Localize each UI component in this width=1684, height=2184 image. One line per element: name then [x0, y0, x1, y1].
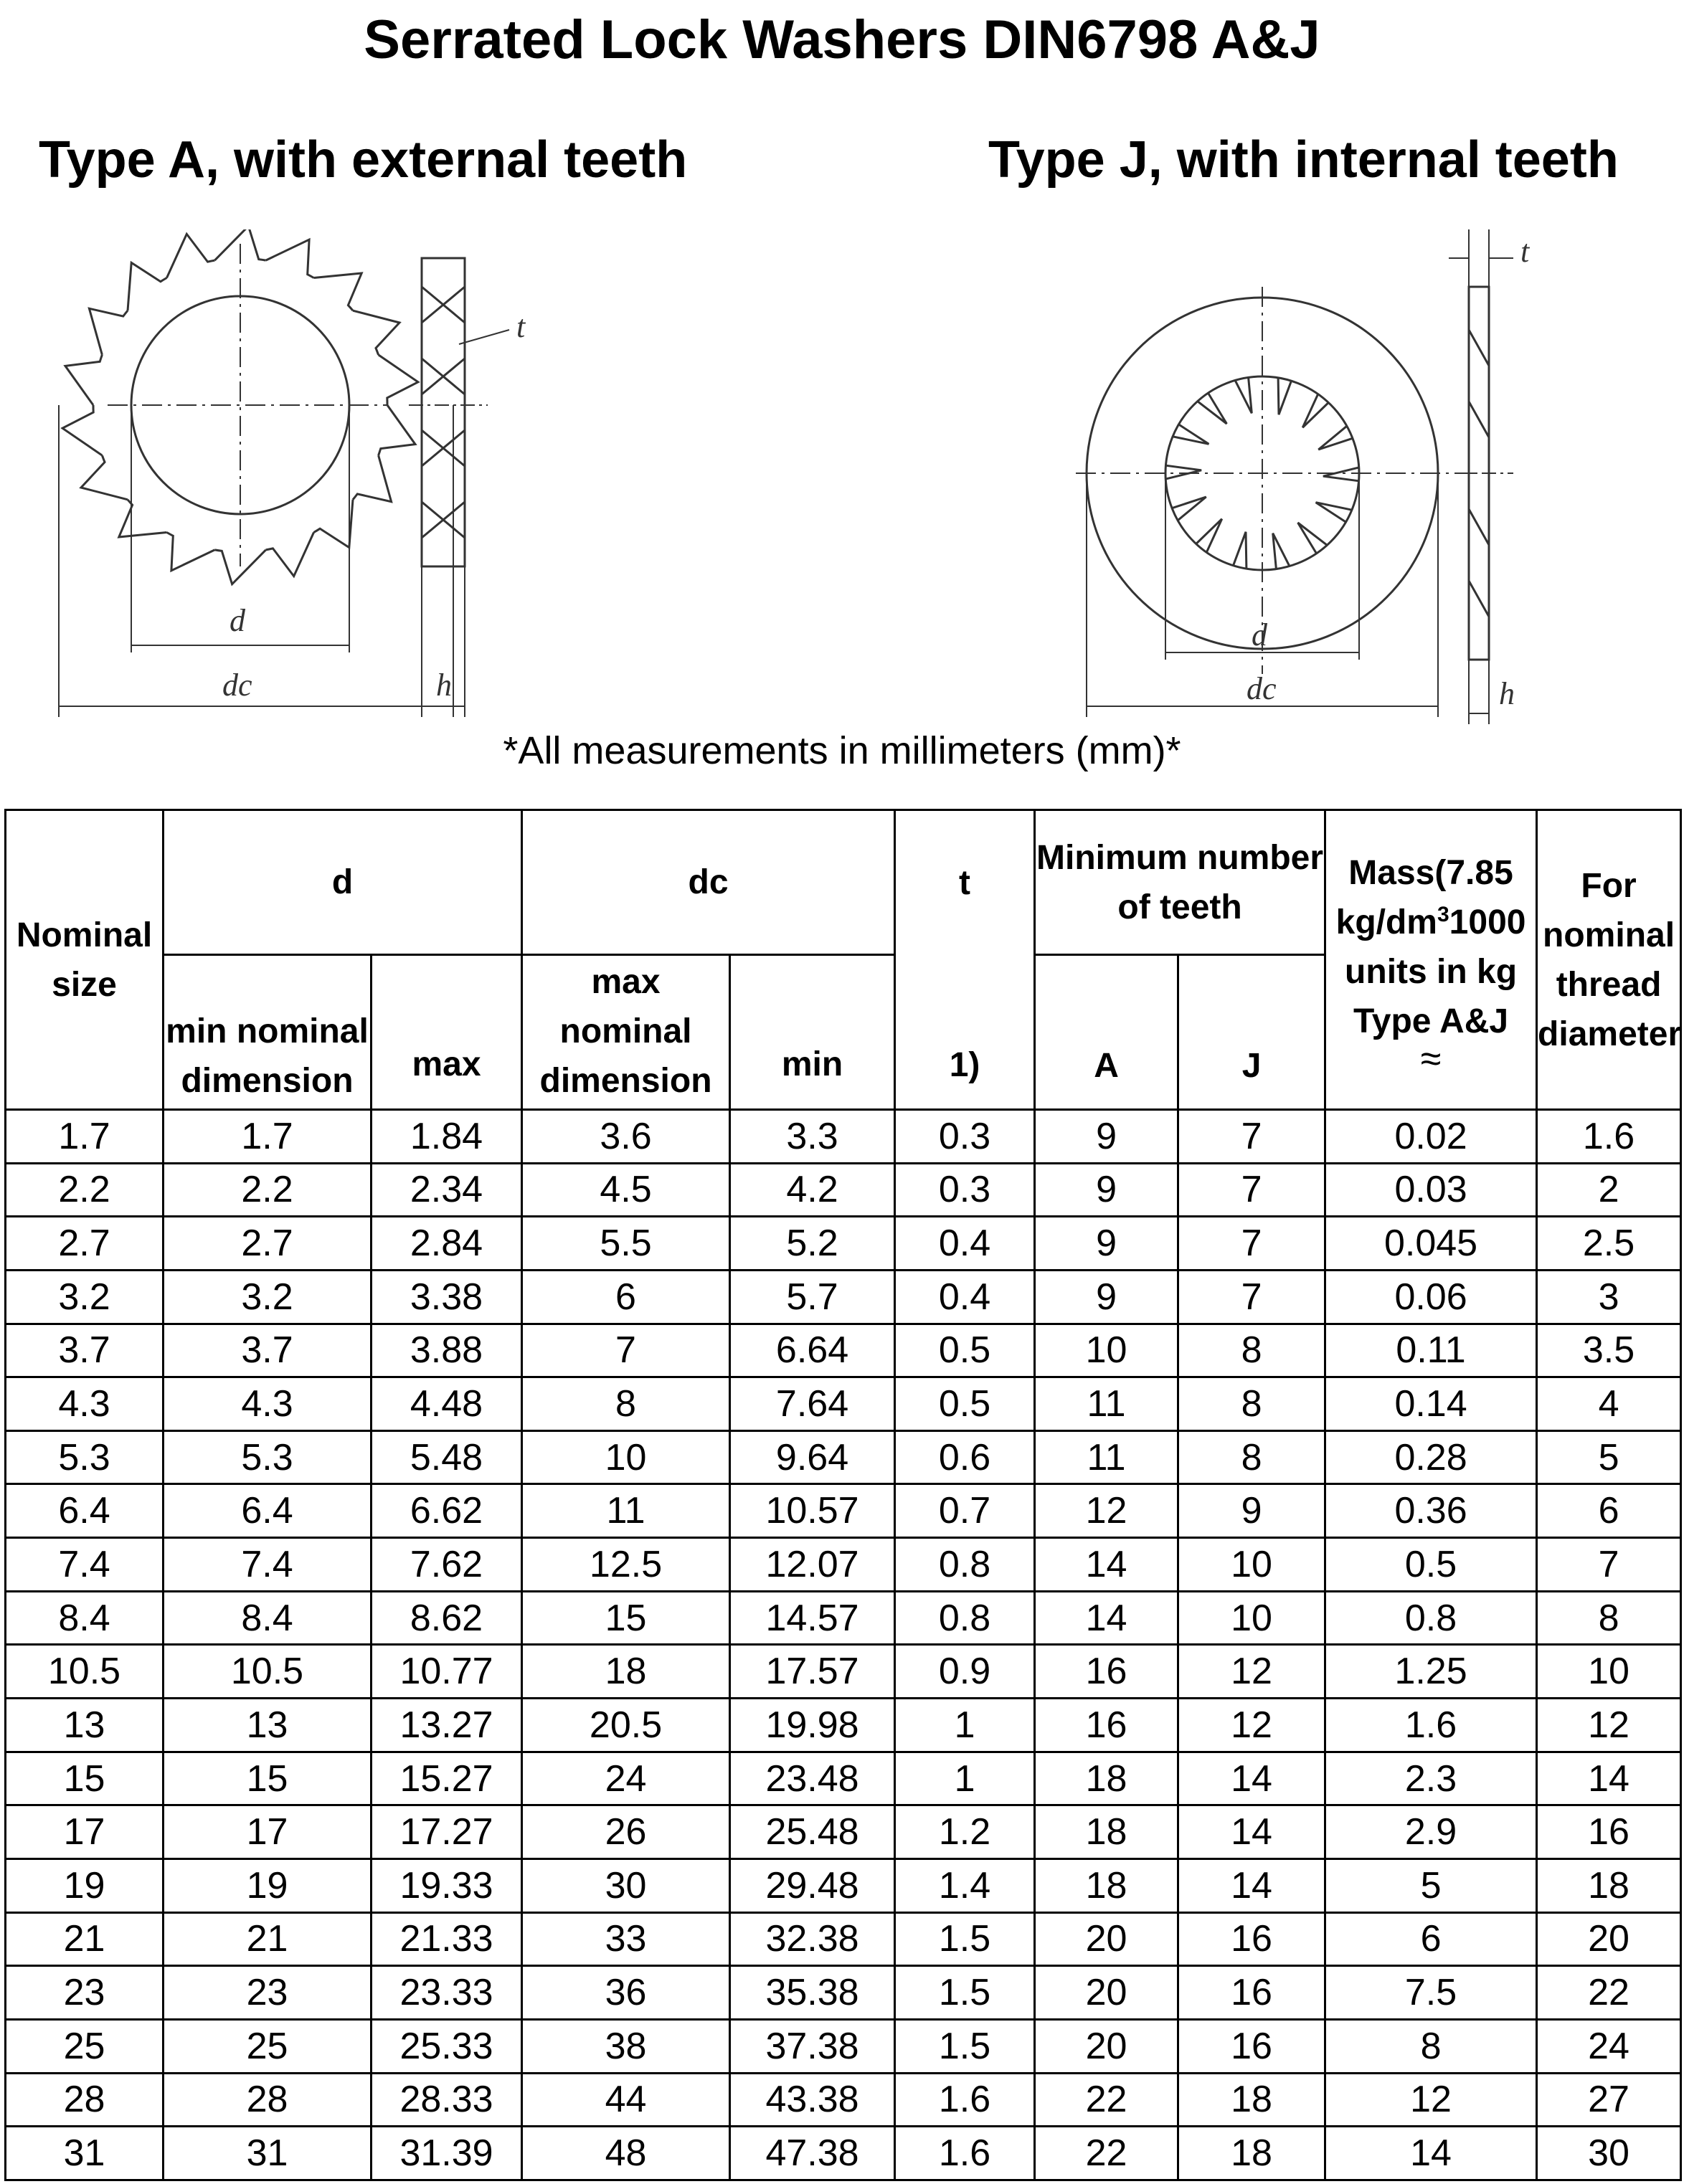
cell-d-min: 15: [164, 1752, 372, 1805]
units-note: *All measurements in millimeters (mm)*: [503, 729, 1181, 772]
cell-teeth-j: 7: [1178, 1163, 1325, 1217]
cell-nominal: 6.4: [6, 1484, 164, 1538]
type-j-label-dc: dc: [1247, 671, 1277, 706]
type-a-title: Type A, with external teeth: [39, 131, 688, 189]
cell-d-max: 28.33: [372, 2073, 522, 2127]
header-teeth-j: J: [1178, 955, 1325, 1110]
cell-dc-max: 11: [522, 1484, 730, 1538]
washer-dimensions-table: [4, 809, 1682, 2181]
cell-d-max: 31.39: [372, 2127, 522, 2180]
cell-d-max: 3.88: [372, 1324, 522, 1377]
cell-d-max: 2.34: [372, 1163, 522, 1217]
cell-d-min: 3.2: [164, 1270, 372, 1324]
cell-dc-min: 14.57: [730, 1591, 895, 1645]
table-row: [6, 1805, 1681, 1859]
cell-t: 1.6: [895, 2127, 1035, 2180]
type-a-washer-drawing: [57, 229, 559, 731]
cell-dc-min: 17.57: [730, 1645, 895, 1699]
cell-mass: 0.36: [1325, 1484, 1537, 1538]
cell-nominal: 28: [6, 2073, 164, 2127]
cell-teeth-a: 11: [1035, 1377, 1178, 1431]
cell-teeth-j: 12: [1178, 1645, 1325, 1699]
cell-dc-min: 35.38: [730, 1966, 895, 2020]
cell-teeth-a: 11: [1035, 1430, 1178, 1484]
cell-dc-min: 47.38: [730, 2127, 895, 2180]
cell-thread: 3.5: [1537, 1324, 1681, 1377]
cell-mass: 0.045: [1325, 1217, 1537, 1271]
cell-teeth-a: 9: [1035, 1270, 1178, 1324]
table-row: [6, 1377, 1681, 1431]
table-row: [6, 1430, 1681, 1484]
external-tooth: [314, 500, 354, 548]
type-j-washer-drawing: [1076, 229, 1564, 731]
table-row: [6, 1217, 1681, 1271]
cell-dc-max: 15: [522, 1591, 730, 1645]
table-row: [6, 1966, 1681, 2020]
cell-t: 0.6: [895, 1430, 1035, 1484]
header-dc-min: min: [730, 955, 895, 1110]
cell-nominal: 21: [6, 1912, 164, 1966]
type-j-label-d: d: [1252, 617, 1267, 652]
cell-teeth-j: 9: [1178, 1484, 1325, 1538]
cell-dc-max: 5.5: [522, 1217, 730, 1271]
cell-d-max: 10.77: [372, 1645, 522, 1699]
cell-teeth-a: 20: [1035, 2019, 1178, 2073]
cell-teeth-j: 10: [1178, 1591, 1325, 1645]
cell-d-max: 5.48: [372, 1430, 522, 1484]
external-tooth: [167, 533, 215, 571]
cell-d-max: 13.27: [372, 1699, 522, 1752]
cell-thread: 10: [1537, 1645, 1681, 1699]
cell-dc-min: 37.38: [730, 2019, 895, 2073]
cell-teeth-j: 14: [1178, 1858, 1325, 1912]
cell-nominal: 8.4: [6, 1591, 164, 1645]
cell-teeth-a: 16: [1035, 1699, 1178, 1752]
internal-tooth: [1278, 378, 1291, 414]
cell-mass: 0.11: [1325, 1324, 1537, 1377]
cell-teeth-a: 9: [1035, 1163, 1178, 1217]
cell-teeth-j: 8: [1178, 1324, 1325, 1377]
cell-dc-min: 5.7: [730, 1270, 895, 1324]
cell-mass: 0.14: [1325, 1377, 1537, 1431]
cell-t: 0.3: [895, 1110, 1035, 1164]
cell-mass: 1.25: [1325, 1645, 1537, 1699]
cell-d-min: 13: [164, 1699, 372, 1752]
cell-mass: 6: [1325, 1912, 1537, 1966]
cell-mass: 0.5: [1325, 1538, 1537, 1592]
cell-d-min: 2.2: [164, 1163, 372, 1217]
external-tooth: [379, 355, 418, 405]
cell-thread: 18: [1537, 1858, 1681, 1912]
cell-dc-max: 44: [522, 2073, 730, 2127]
header-nominal-size: Nominal size: [6, 810, 164, 1110]
cell-teeth-j: 18: [1178, 2127, 1325, 2180]
type-j-title: Type J, with internal teeth: [988, 131, 1619, 189]
external-tooth: [266, 239, 314, 277]
cell-d-max: 17.27: [372, 1805, 522, 1859]
table-row: [6, 1110, 1681, 1164]
cell-teeth-j: 7: [1178, 1110, 1325, 1164]
cell-teeth-j: 8: [1178, 1377, 1325, 1431]
cell-d-min: 28: [164, 2073, 372, 2127]
cell-nominal: 3.7: [6, 1324, 164, 1377]
table-row: [6, 1858, 1681, 1912]
external-tooth: [167, 234, 215, 277]
cell-teeth-a: 14: [1035, 1591, 1178, 1645]
cell-nominal: 5.3: [6, 1430, 164, 1484]
page-title: Serrated Lock Washers DIN6798 A&J: [364, 9, 1320, 70]
external-tooth: [89, 308, 128, 355]
header-mass: [1325, 810, 1537, 1110]
cell-dc-min: 43.38: [730, 2073, 895, 2127]
header-teeth: Minimum number of teeth: [1035, 810, 1325, 955]
external-tooth: [353, 310, 399, 355]
cell-teeth-j: 12: [1178, 1699, 1325, 1752]
external-tooth: [379, 405, 415, 455]
cell-d-max: 7.62: [372, 1538, 522, 1592]
cell-t: 1: [895, 1752, 1035, 1805]
header-mass-approx: ≈: [1420, 1038, 1442, 1080]
header-t: t: [895, 810, 1035, 955]
cell-thread: 24: [1537, 2019, 1681, 2073]
cell-nominal: 7.4: [6, 1538, 164, 1592]
internal-tooth: [1323, 467, 1359, 481]
cell-mass: 12: [1325, 2073, 1537, 2127]
table-row: [6, 1324, 1681, 1377]
header-d: d: [164, 810, 522, 955]
cell-thread: 12: [1537, 1699, 1681, 1752]
cell-thread: 7: [1537, 1538, 1681, 1592]
cell-dc-min: 3.3: [730, 1110, 895, 1164]
cell-mass: 0.8: [1325, 1591, 1537, 1645]
table-row: [6, 1752, 1681, 1805]
cell-dc-min: 12.07: [730, 1538, 895, 1592]
cell-t: 0.8: [895, 1538, 1035, 1592]
cell-dc-max: 20.5: [522, 1699, 730, 1752]
cell-dc-max: 30: [522, 1858, 730, 1912]
internal-tooth: [1234, 532, 1247, 569]
cell-mass: 5: [1325, 1858, 1537, 1912]
cell-nominal: 19: [6, 1858, 164, 1912]
cell-t: 1.2: [895, 1805, 1035, 1859]
cell-mass: 14: [1325, 2127, 1537, 2180]
type-a-label-d: d: [230, 603, 245, 638]
cell-teeth-a: 18: [1035, 1805, 1178, 1859]
cell-t: 1.5: [895, 2019, 1035, 2073]
cell-teeth-a: 9: [1035, 1110, 1178, 1164]
cell-t: 0.5: [895, 1377, 1035, 1431]
cell-dc-max: 3.6: [522, 1110, 730, 1164]
cell-d-min: 23: [164, 1966, 372, 2020]
cell-nominal: 31: [6, 2127, 164, 2180]
external-tooth: [65, 355, 102, 405]
cell-d-max: 8.62: [372, 1591, 522, 1645]
cell-teeth-j: 16: [1178, 1912, 1325, 1966]
header-d-max: max: [372, 955, 522, 1110]
cell-thread: 3: [1537, 1270, 1681, 1324]
table-row: [6, 1270, 1681, 1324]
table-row: [6, 2127, 1681, 2180]
cell-dc-max: 4.5: [522, 1163, 730, 1217]
cell-d-max: 6.62: [372, 1484, 522, 1538]
type-a-label-dc: dc: [222, 668, 252, 703]
cell-d-max: 15.27: [372, 1752, 522, 1805]
header-dc-max: max nominal dimension: [522, 955, 730, 1110]
table-row: [6, 2019, 1681, 2073]
table-row: [6, 1699, 1681, 1752]
cell-dc-max: 10: [522, 1430, 730, 1484]
cell-dc-max: 36: [522, 1966, 730, 2020]
cell-dc-max: 12.5: [522, 1538, 730, 1592]
cell-teeth-a: 16: [1035, 1645, 1178, 1699]
type-j-label-h: h: [1499, 676, 1515, 711]
cell-d-min: 17: [164, 1805, 372, 1859]
cell-t: 1: [895, 1699, 1035, 1752]
cell-thread: 22: [1537, 1966, 1681, 2020]
table-row: [6, 2073, 1681, 2127]
cell-mass: 7.5: [1325, 1966, 1537, 2020]
table-row: [6, 1591, 1681, 1645]
cell-dc-max: 8: [522, 1377, 730, 1431]
external-tooth: [314, 273, 362, 310]
cell-thread: 2.5: [1537, 1217, 1681, 1271]
cell-t: 0.9: [895, 1645, 1035, 1699]
external-tooth: [62, 405, 102, 455]
cell-thread: 1.6: [1537, 1110, 1681, 1164]
cell-dc-min: 29.48: [730, 1858, 895, 1912]
cell-nominal: 2.2: [6, 1163, 164, 1217]
cell-dc-min: 25.48: [730, 1805, 895, 1859]
internal-tooth: [1235, 377, 1252, 413]
cell-t: 0.3: [895, 1163, 1035, 1217]
cell-nominal: 23: [6, 1966, 164, 2020]
cell-t: 0.5: [895, 1324, 1035, 1377]
cell-dc-max: 38: [522, 2019, 730, 2073]
cell-dc-max: 48: [522, 2127, 730, 2180]
cell-d-max: 23.33: [372, 1966, 522, 2020]
cell-d-min: 10.5: [164, 1645, 372, 1699]
cell-t: 1.4: [895, 1858, 1035, 1912]
cell-teeth-a: 12: [1035, 1484, 1178, 1538]
cell-teeth-j: 16: [1178, 1966, 1325, 2020]
cell-d-min: 31: [164, 2127, 372, 2180]
cell-mass: 1.6: [1325, 1699, 1537, 1752]
cell-dc-max: 7: [522, 1324, 730, 1377]
cell-mass: 0.06: [1325, 1270, 1537, 1324]
header-mass-sup: 3: [1437, 902, 1449, 926]
cell-teeth-j: 7: [1178, 1270, 1325, 1324]
cell-nominal: 10.5: [6, 1645, 164, 1699]
cell-teeth-a: 18: [1035, 1858, 1178, 1912]
cell-dc-min: 4.2: [730, 1163, 895, 1217]
table-row: [6, 1538, 1681, 1592]
cell-d-min: 7.4: [164, 1538, 372, 1592]
cell-teeth-a: 10: [1035, 1324, 1178, 1377]
cell-dc-max: 33: [522, 1912, 730, 1966]
cell-d-min: 2.7: [164, 1217, 372, 1271]
cell-d-min: 19: [164, 1858, 372, 1912]
cell-nominal: 15: [6, 1752, 164, 1805]
internal-tooth: [1273, 533, 1290, 569]
cell-t: 0.7: [895, 1484, 1035, 1538]
cell-dc-min: 23.48: [730, 1752, 895, 1805]
cell-mass: 2.3: [1325, 1752, 1537, 1805]
cell-d-max: 21.33: [372, 1912, 522, 1966]
cell-d-min: 1.7: [164, 1110, 372, 1164]
type-j-label-t: t: [1520, 234, 1530, 269]
cell-t: 1.6: [895, 2073, 1035, 2127]
cell-nominal: 2.7: [6, 1217, 164, 1271]
internal-tooth: [1165, 465, 1201, 479]
cell-thread: 20: [1537, 1912, 1681, 1966]
cell-dc-min: 5.2: [730, 1217, 895, 1271]
table-row: [6, 1912, 1681, 1966]
cell-d-min: 5.3: [164, 1430, 372, 1484]
header-mass-suffix: 1000 units in kg Type A&J: [1345, 903, 1526, 1040]
cell-t: 0.4: [895, 1217, 1035, 1271]
cell-d-min: 3.7: [164, 1324, 372, 1377]
cell-teeth-a: 22: [1035, 2073, 1178, 2127]
header-mass-prefix: Mass(7.85 kg/dm: [1335, 853, 1513, 941]
cell-thread: 4: [1537, 1377, 1681, 1431]
external-tooth: [266, 533, 314, 576]
cell-d-min: 21: [164, 1912, 372, 1966]
cell-teeth-j: 10: [1178, 1538, 1325, 1592]
cell-nominal: 1.7: [6, 1110, 164, 1164]
header-dc: dc: [522, 810, 895, 955]
cell-d-min: 25: [164, 2019, 372, 2073]
cell-nominal: 13: [6, 1699, 164, 1752]
external-tooth: [119, 500, 167, 537]
cell-nominal: 4.3: [6, 1377, 164, 1431]
cell-thread: 8: [1537, 1591, 1681, 1645]
external-tooth: [81, 455, 128, 500]
cell-thread: 30: [1537, 2127, 1681, 2180]
cell-d-max: 3.38: [372, 1270, 522, 1324]
cell-dc-min: 32.38: [730, 1912, 895, 1966]
external-tooth: [353, 455, 392, 502]
cell-d-max: 25.33: [372, 2019, 522, 2073]
cell-d-min: 8.4: [164, 1591, 372, 1645]
external-tooth: [128, 262, 167, 310]
cell-d-min: 6.4: [164, 1484, 372, 1538]
cell-teeth-j: 18: [1178, 2073, 1325, 2127]
cell-teeth-j: 7: [1178, 1217, 1325, 1271]
cell-nominal: 3.2: [6, 1270, 164, 1324]
cell-dc-min: 19.98: [730, 1699, 895, 1752]
cell-teeth-a: 20: [1035, 1912, 1178, 1966]
cell-nominal: 25: [6, 2019, 164, 2073]
cell-dc-max: 24: [522, 1752, 730, 1805]
cell-d-max: 19.33: [372, 1858, 522, 1912]
cell-teeth-j: 16: [1178, 2019, 1325, 2073]
cell-dc-min: 9.64: [730, 1430, 895, 1484]
internal-tooth: [1172, 497, 1206, 521]
table-row: [6, 1645, 1681, 1699]
cell-dc-max: 26: [522, 1805, 730, 1859]
cell-d-max: 2.84: [372, 1217, 522, 1271]
cell-teeth-j: 8: [1178, 1430, 1325, 1484]
cell-teeth-a: 20: [1035, 1966, 1178, 2020]
cell-mass: 0.03: [1325, 1163, 1537, 1217]
cell-mass: 0.02: [1325, 1110, 1537, 1164]
cell-t: 0.4: [895, 1270, 1035, 1324]
cell-teeth-a: 14: [1035, 1538, 1178, 1592]
cell-thread: 2: [1537, 1163, 1681, 1217]
cell-thread: 16: [1537, 1805, 1681, 1859]
cell-mass: 2.9: [1325, 1805, 1537, 1859]
cell-d-max: 1.84: [372, 1110, 522, 1164]
cell-thread: 27: [1537, 2073, 1681, 2127]
header-t-note: 1): [895, 955, 1035, 1110]
cell-d-max: 4.48: [372, 1377, 522, 1431]
cell-d-min: 4.3: [164, 1377, 372, 1431]
cell-teeth-a: 9: [1035, 1217, 1178, 1271]
cell-t: 1.5: [895, 1966, 1035, 2020]
cell-nominal: 17: [6, 1805, 164, 1859]
cell-t: 1.5: [895, 1912, 1035, 1966]
cell-dc-max: 18: [522, 1645, 730, 1699]
cell-teeth-j: 14: [1178, 1752, 1325, 1805]
header-d-min: min nominal dimension: [164, 955, 372, 1110]
type-a-label-h: h: [436, 668, 452, 703]
cell-dc-min: 7.64: [730, 1377, 895, 1431]
type-a-label-t: t: [516, 309, 526, 344]
table-body: [6, 1110, 1681, 2180]
header-thread-diameter: For nominal thread diameter: [1537, 810, 1681, 1110]
cell-t: 0.8: [895, 1591, 1035, 1645]
table-row: [6, 1163, 1681, 1217]
cell-teeth-a: 22: [1035, 2127, 1178, 2180]
cell-dc-max: 6: [522, 1270, 730, 1324]
cell-dc-min: 6.64: [730, 1324, 895, 1377]
cell-thread: 14: [1537, 1752, 1681, 1805]
cell-teeth-j: 14: [1178, 1805, 1325, 1859]
cell-thread: 5: [1537, 1430, 1681, 1484]
internal-tooth: [1318, 426, 1353, 450]
table-row: [6, 1484, 1681, 1538]
cell-dc-min: 10.57: [730, 1484, 895, 1538]
cell-mass: 0.28: [1325, 1430, 1537, 1484]
cell-thread: 6: [1537, 1484, 1681, 1538]
header-teeth-a: A: [1035, 955, 1178, 1110]
cell-mass: 8: [1325, 2019, 1537, 2073]
cell-teeth-a: 18: [1035, 1752, 1178, 1805]
